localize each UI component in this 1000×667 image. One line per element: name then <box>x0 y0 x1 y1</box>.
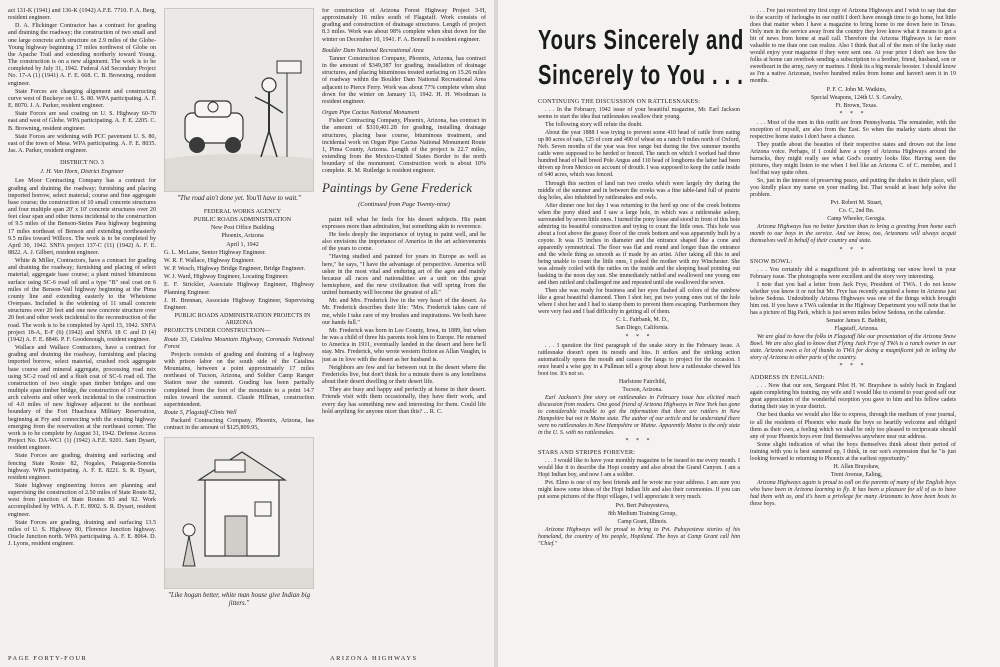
letter-paragraph: So, just in the interest of preserving peace, and putting the dudes in their place, will you kindly place my name on your mailing list. That would at least help solve the problem. <box>750 178 956 199</box>
left-page-running-title: ARIZONA HIGHWAYS <box>330 655 418 662</box>
rattlesnakes-section-title: CONTINUING THE DISCUSSION ON RATTLESNAKES: <box>538 98 701 105</box>
hogan-cartoon-drawing <box>165 438 314 588</box>
letter-paragraph: Pvt. Elmo is one of my best friends and he wrote me your address. I am sure you might know some ideas of the Hopi Indian life and also their ceremonies. If you can put some pictures of the Hopi villages, I will appreciate it very much. <box>538 480 740 501</box>
signature-place: San Diego, California. <box>615 325 669 332</box>
paragraph: State Forces are seal coating on U. S. Highway 60-70 east and west of Globe. WPA participating. A. F. E. 2205. C. B. Browning, resident engineer. <box>8 111 156 132</box>
district-engineer: J. H. Van Horn, District Engineer <box>40 168 124 176</box>
paragraph: State Forces are grading, draining and surfacing 13.5 miles of U. S. Highway 80, Florence Junction highway. Oracle Junction north. WPA participating. A. F. E. 8064. D. J. Lyons, resident engineer. <box>8 519 156 548</box>
masthead-line-2: Sincerely to You . . . <box>538 59 744 90</box>
letter-paragraph: About the year 1888 I was trying to prevent some 410 head of cattle from eating up 80 acres of oats, 125 of corn and 490 of wheat on a ranch 9 miles north of Oxford, Neb. Seven months of the year was free range but during the five summer months cattle were supposed to be herded or fenced. The ranch on which I worked had three hundred head of half breed Pole Angus and 110 head of longhorns the latter had been driven up from Mexico on account of drouth. I was supposed to keep the cattle inside of 640 acres, which was fenced. <box>538 130 740 179</box>
letter-paragraph: After dinner one hot day I was returning to the herd up one of the creek bottoms when the pony shied and I saw a large hole, in which was a rattlesnake asleep, surrounded by seven little ones. I turned the pony loose and stood in front of this hole admiring its beautiful construction and trying to count the little ones. This hole was about a foot above the grassy floor of the creek bottom and was apparently built by a coyote. It was 15 inches in diameter and the entrance shaped like a cone and apparently symmetrical. The floor was flat and round and longer than the entrance and the whole thing as smooth as if made by an artist. After taking all this in and being unable to count the little ones, I poked the mother with my Winchester. She was already coiled with the rattles on the inside and the sleeping head pointing out basking in the noon day sun. She immediately rattled and swallowed one young one and then rattled and challenged me and repeated until she swallowed the seven. <box>538 202 740 287</box>
paragraph: paint tell what he feels for his desert subjects. His paint expresses more than admiration, but something akin to reverence. <box>322 216 486 230</box>
separator-stars: * * * <box>625 333 653 340</box>
paragraph: for construction of Arizona Forest Highway Project 3-H, approximately 16 miles south of Flagstaff. Work consists of grading and construction of drainage structures. Length of project 8.3 miles. Work was about 98% complete when shut down for the winter on December 10, 1941. F. A. Bonnell is resident engineer. <box>322 8 486 43</box>
paragraph: Projects consists of grading and draining of a highway with prison labor on the south side of the Catalina Mountains, between a point approximately 17 miles northeast of Tucson, Arizona, and Soldier Camp Ranger Station near the summit. Grading has been partially completed from the foot of the mountain to a point 14.7 miles toward the summit. Claude Hillman, construction superintendent. <box>164 351 314 408</box>
staff-line: W. J. Ward, Highway Engineer, Locating Engineer. <box>164 274 289 281</box>
signature-line: Co. C, 2nd Bn. <box>838 208 875 215</box>
office-address: New Post Office Building <box>210 225 275 232</box>
paragraph: Tanner Construction Company, Phoenix, Arizona, has contract in the amount of $349,387 for grading, installation of drainage structures, and placing bituminous treated surfacing on 15.26 miles of roadway within the Boulder Dam National Recreational Area adjacent to Pierce Ferry. Work was about 77% complete when shut down for the winter on January 13, 1942. H. H. Woodman is resident engineer. <box>322 55 486 105</box>
pra-title: PUBLIC ROADS ADMINISTRATION <box>193 217 292 224</box>
separator-stars: * * * <box>839 363 867 370</box>
signature-place: Camp Grant, Illinois. <box>617 518 668 525</box>
right-column-2 <box>750 8 956 658</box>
road-cartoon-drawing <box>165 9 314 191</box>
pra-projects-title: PUBLIC ROADS ADMINISTRATION PROJECTS IN ARIZONA <box>174 313 311 327</box>
paragraph: White & Miller, Contractors, have a contract for grading and draining the roadway; furnishing and placing of select material; aggregate base course; a plant mixed bituminous surface using SC-6 road oil and a type "B" seal coat on 6 miles of the Benson-Vail highway beginning at the Pima county line and extending easterly to the Whetstone Overpass. Included is the widening of 11 small concrete structures over 20 feet and one new concrete structure over 20 feet and other work incidental to the reconstruction of the road. The work is to be completed by April 15, 1942. SNFA project 18-A, E-F (6) (1942) and SNFA 18 C and D (4) (1942) A. F. E. 8846. P. F. Goodenough, resident engineer. <box>8 258 156 343</box>
left-column-3 <box>322 8 486 648</box>
left-column-2 <box>164 8 314 648</box>
editor-note: Arizona Highways will be proud to bring to Pvt. Puhuyesteva stories of his homeland, the country of his people, Hopiland. The boys at Camp Grant call him "Chief." <box>538 526 740 547</box>
letter-paragraph: . . . I question the first paragraph of the snake story in the February issue. A rattlesnake doesn't open its mouth and hiss. It strikes and the striking action automatically opens the mouth and causes the fangs to project for the occasion. I once heard a wise guy in a Pullman tell a group about how a rattlesnake chewed his boot toe. It's not so. <box>538 342 740 377</box>
editor-note: Earl Jackson's fine story on rattlesnakes in February issue has elicited much discussion from readers. One good friend of Arizona Highways in New York has gone to considerable trouble to get the information that there are rattlers in New Hampshire but not in Maine state. The author of our article and he understand there were no rattlesnakes in New Hampshire or Maine. Apparently Maine is the only state in the U. S. with no rattlesnakes. <box>538 394 740 437</box>
paragraph: "Having studied and painted for years in Europe as well as here," he says, "I have the advantage of perspective. America will usher in the most vital and enduring art of the ages and mainly because all races and nationalities are a unit on this great hemisphere, and the new civilization that will spring from the united humanity will become the greatest of all." <box>322 254 486 297</box>
letter-paragraph: The following story will refute the doubt. <box>545 122 643 129</box>
signature-name: Senator James E. Babbitt, <box>826 317 887 324</box>
letter-paragraph: Then she was ready for business and her eyes flashed all colors of the rainbow like a great beautiful diamond. Then I shot her, put two young ones out of the hole where I shot her and I had to stamp them to prevent them escaping. Furthermore they were very fast and I had difficulty in getting all of them. <box>538 288 740 316</box>
staff-line: J. H. Brennan, Associate Highway Engineer, Supervising Engineer. <box>164 297 314 311</box>
signature-name: P. F. C. John M. Watkins, <box>826 86 887 93</box>
editor-note: Arizona Highways again is proud to call on the parents of many of the English boys who have been in Arizona learning to fly. It has been a pleasure for all of us to have had them with us, and it's been a privilege for many Arizonans to have been hosts to these boys. <box>750 479 956 508</box>
signature-name: Harlstone Fairchild, <box>618 378 667 385</box>
left-page <box>0 0 495 667</box>
paragraph: Lee Moor Contracting Company has a contract for grading and draining the roadway; furnishing and placing imported borrow, select material; course and fine aggregate base course; the construction of 10 small concrete structures and four multiple span 20' x 10' concrete structures over 20 feet clear span and other items incidental to the construction of 9.5 miles of the Benson-Steins Pass highway beginning 17 miles northeast of Benson and extending northeasterly 9.5 miles toward Willcox. The work is to be completed by April 30, 1942. SNFA project 137-C (11) (1942) A. F. E. 8822. A. J. Gilbert, resident engineer. <box>8 178 156 256</box>
letter-paragraph: Some slight indication of what the boys themselves think about their period of training with you is best summed up, I think, in our son's expression that he "is just looking forward to returning to Phoenix at the earliest opportunity." <box>750 441 956 462</box>
signature-place: Flagstaff, Arizona. <box>834 325 879 332</box>
separator-stars: * * * <box>839 246 867 253</box>
release-date: April 1, 1942 <box>226 241 259 248</box>
staff-line: G. L. McLane, Senior Highway Engineer. <box>164 249 267 256</box>
paragraph: They are busy and happy and perfectly at home in their desert. Friends visit with them occasionally, they have their work, and every day has something new and interesting for them. Could life hold anything for anyone nicer than this? ... R. C. <box>322 387 486 415</box>
paragraph: Neighbors are few and far between out in the desert where the Fredericks live, but don't think for a minute there is any loneliness about their desert dwelling or their desert life. <box>322 364 486 386</box>
separator-stars: * * * <box>625 438 653 445</box>
signature-name: H. Allan Brayshaw, <box>833 463 880 470</box>
boulder-dam-title: Boulder Dam National Recreational Area <box>322 47 424 54</box>
district-title: DISTRICT NO. 3 <box>60 160 104 167</box>
road-cartoon <box>164 8 314 192</box>
paragraph: Mr. Frederick was born in Lee County, Iowa, in 1889, but when he was a child of three his parents took him to Europe. He returned to America in 1911, eventually landed in the desert and here he'll stay. Mrs. Frederick, who wrote western fiction as Allan Vaughn, is just as in love with the desert as her husband is. <box>322 327 486 363</box>
paintings-headline: Paintings by Gene Frederick <box>322 180 473 196</box>
paragraph: act 131-K (1941) and 136-K (1942) A.F.E. 7710. F. A. Berg, resident engineer. <box>8 8 156 22</box>
continued-note: (Continued from Page Twenty-nine) <box>358 201 450 209</box>
editor-note: Arizona Highways has no better function than to bring a greeting from home each month to our boys in the service. And we know, too, Arizonans will always acquit themselves well in behalf of their country and state. <box>750 224 956 245</box>
letter-paragraph: I note that you had a letter from Jack Frye, President of TWA. I do not know whether you know it or not but Mr. Frye has recently acquired a home in Arizona just below Sedona. Undoubtedly Arizona Highways was one of the things which brought him out. If you have a TWA calendar in the Highway Department you will note that he has a picture of Big Park, which is just seven miles below Sedona, on the calendar. <box>750 281 956 316</box>
signature-name: Pvt. Robert M. Stuart, <box>830 200 883 207</box>
signature-place: Ft. Brown, Texas. <box>835 102 878 109</box>
fwa-title: FEDERAL WORKS AGENCY <box>203 209 282 215</box>
letter-paragraph: . . . You certainly did a magnificent job in advertising our snow bowl in your February issue. The photographs were excellent and the story very interesting. <box>750 266 956 280</box>
signature-line: 8th Medium Training Group, <box>608 510 677 517</box>
letters-masthead <box>538 22 745 92</box>
paragraph: He feels deeply the importance of trying to paint well, and he also envisions the importance of America in the art achievements of the years to come. <box>322 231 486 253</box>
staff-line: W. P. Wesch, Highway Bridge Engineer, Bridge Engineer. <box>164 266 306 273</box>
paragraph: Wallace and Wallace Contractors, have a contract for grading and draining the roadway, furnishing and placing imported borrow, select material, crushed rock aggregate base course and mineral aggregate, processing road mix using SC-2 road oil and a flush coat of SC-6 road oil. The construction of two single span timber bridges and one multiple span timber bridge, the construction of 17 concrete arch culverts and other work incidental to the construction of 4.0 miles of new highway adjacent to the northeast boundary of the Fort Huachuca Military Reservation, beginning at Fry and connecting with the existing highway emerging from the reservation at the northeast corner. The work is to be complete by August 31, 1942. Defense Access Project No. DA-WC1 (1) (1942) A.F.E. 9201. Sam Dysart, resident engineer. <box>8 345 156 452</box>
england-section-title: ADDRESS IN ENGLAND: <box>750 374 825 382</box>
hogan-cartoon <box>164 437 314 589</box>
letter-paragraph: Our best thanks we would also like to express, through the medium of your journal, to all the residents of Phoenix who made the boys so heartily welcome and obliged them as their own, a feeling which we shall be only too pleased to reciprocate should any of your Phoenix boys ever find themselves anywhere near our address. <box>750 412 956 440</box>
letter-paragraph: They prattle about the beauties of their respective states and drown out the lone Arizona voice. Perhaps, if I could have a copy of Arizona Highways around the barracks, they might really see what God's country looks like. Having seen the pictures, they might listen to me when I feel like an Arizona C. of C. member, and I feel that way quite often. <box>750 141 956 177</box>
route-5-title: Route 5, Flagstaff-Clints Well <box>164 410 237 417</box>
signature-name: Pvt. Bert Puhuyesteva, <box>615 502 670 509</box>
signature-place: Tucson, Arizona. <box>622 386 663 393</box>
cartoon-caption-bottom: "Like hogan better, white man house give Indian big jitters." <box>168 591 310 607</box>
letter-paragraph: . . . I would like to have your monthly magazine to be issued to me every month. I would like it to describe the Hopi country and also about the Grand Canyon. I am a Hopi Indian boy, and now I am a soldier. <box>538 458 740 479</box>
letter-paragraph: . . . I've just received my first copy of Arizona Highways and I wish to say that due to the scarcity of furloughs in our outfit I don't have enough time to go home, but little does that matter when I have a magazine to bring home to me down here in Texas. Only men in the service away from the country they love know what it means to get a bit of news from home at mail call. Therefore the Arizona Highways is far more valuable to me than one can realize. Also I think that all of the men of the lucky state would enjoy your magazine if they were sent one. At your price I don't see how the folks at home can overlook sending a subscription to a brother, friend, husband, son or sweetheart in the army, navy or marines. I think its a big morale booster. I should know as I'm a native Arizonan, twelve hundred miles from home and haven't seen it in 19 months. <box>750 8 956 85</box>
left-column-1 <box>8 8 156 648</box>
left-page-folio: PAGE FORTY-FOUR <box>8 655 88 662</box>
paragraph: State highway engineering forces are planning and supervising the construction of 2.50 miles of State Route 82, west from junction of State Routes 83 and 92. Work accomplished by WPA. A. F. E. 8902. S. R. Dysart, resident engineer. <box>8 483 156 518</box>
stars-stripes-section-title: STARS AND STRIPES FOREVER: <box>538 449 636 457</box>
office-city: Phoenix, Arizona <box>221 233 264 240</box>
right-page <box>498 0 1000 667</box>
projects-under-construction: PROJECTS UNDER CONSTRUCTION— <box>164 328 271 335</box>
separator-stars: * * * <box>839 110 867 117</box>
paragraph: Mr. and Mrs. Frederick live in the very heart of the desert. As Mr. Frederick describes their life: "Mrs. Frederick takes care of me, while I take care of my brushes and inspirations. We both have our hands full." <box>322 298 486 326</box>
signature-place: Camp Wheeler, Georgia. <box>827 216 886 223</box>
paragraph: Fisher Contracting Company, Phoenix, Arizona, has contract in the amount of $310,401.28 for grading, installing drainage structures, placing base course, bituminous treatment, and incidental work on Organ Pipe Cactus National Monument Route 1, Pima County, Arizona. Length of the project is 22.7 miles, extending from the Mexico-United States Border to the north boundary of the monument. Construction work is about 10% complete. R. M. Rutledge is resident engineer. <box>322 118 486 175</box>
signature-place: Trent Avenue, Ealing, <box>830 471 883 478</box>
signature-name: C. L. Fairbank, M. D., <box>616 317 669 324</box>
letter-paragraph: . . . Now that our son, Sergeant Pilot H. W. Brayshaw is safely back in England again completing his training, my wife and I would like to extend to your good self our great appreciation of the wonderful reception you gave to him and his fellow cadets during their stay in your district. <box>750 383 956 411</box>
editor-note: We are glad to have the folks in Flagstaff like our presentation of the Arizona Snow Bowl. We are also glad to know that Flying Jack Frye of TWA is a ranch owner in our state. Arizona owes a lot of thanks to TWA for doing a magnificent job in telling the story of Arizona to other parts of the country. <box>750 334 956 362</box>
staff-line: W. R. F. Wallace, Highway Engineer. <box>164 257 255 264</box>
paragraph: State Forces are changing alignment and constructing curve west of Buckeye on U. S. 80. WPA participating. A. F. E. 8070. J. A. Parker, resident engineer. <box>8 88 156 110</box>
masthead-line-1: Yours Sincerely and <box>538 24 745 55</box>
paragraph: D. A. Flickinger Contractor has a contract for grading and draining the roadway; the construction of two small and one large concrete arch structure on 2.9 miles of the Globe-Young highway beginning 17 miles northwest of Globe on the Apache Trail and extending northerly toward Young. The construction is on a new alignment. The work is to be completed by July 31, 1942. Federal Aid Secondary Project No. 17-A (1) (1941) A. F. E. 668. C. B. Browning, resident engineer. <box>8 23 156 87</box>
organ-pipe-title: Organ Pipe Cactus National Monument <box>322 110 420 117</box>
letter-paragraph: . . . In the February, 1942 issue of your beautiful magazine, Mr. Earl Jackson seems to start the idea that rattlesnakes swallow their young. <box>538 107 740 121</box>
snow-bowl-section-title: SNOW BOWL: <box>750 257 793 265</box>
staff-line: E. F. Strickler, Associate Highway Engineer, Highway Planning Engineer. <box>164 282 314 296</box>
letter-paragraph: . . . Most of the men in this outfit are from Pennsylvania. The remainder, with the exception of myself, are also from the East. So when the malarky starts about the respective home states I don't have a chance. <box>750 119 956 140</box>
right-column-1 <box>538 98 740 658</box>
letter-paragraph: Through this section of land ran two creeks which were largely dry during the middle of the summer and in between the creeks was a fine table-land full of prairie dog holes, also inhabited by rattlesnakes and owls. <box>538 180 740 201</box>
route-33-title: Route 33, Catalina Mountain Highway, Coronado National Forest <box>164 336 314 350</box>
cartoon-caption-top: "The road ain't done yet. You'll have to wait." <box>177 195 301 202</box>
signature-line: Special Weapons, 124th U. S. Cavalry, <box>810 94 903 101</box>
paragraph: Packard Contracting Company, Phoenix, Arizona, has contract in the amount of $125,809.95, <box>164 418 314 432</box>
paragraph: State Forces are grading, draining and surfacing and fencing State Route 82, Nogales, Patagonia-Sonoita highway. WPA participating. A. F. E. 8221. S. R. Dysart, resident engineer. <box>8 453 156 481</box>
paragraph: State Forces are widening with PCC pavement U. S. 80, east of the town of Mesa. WPA participating. A. F. E. 8035. Jas. A. Parker, resident engineer. <box>8 133 156 154</box>
